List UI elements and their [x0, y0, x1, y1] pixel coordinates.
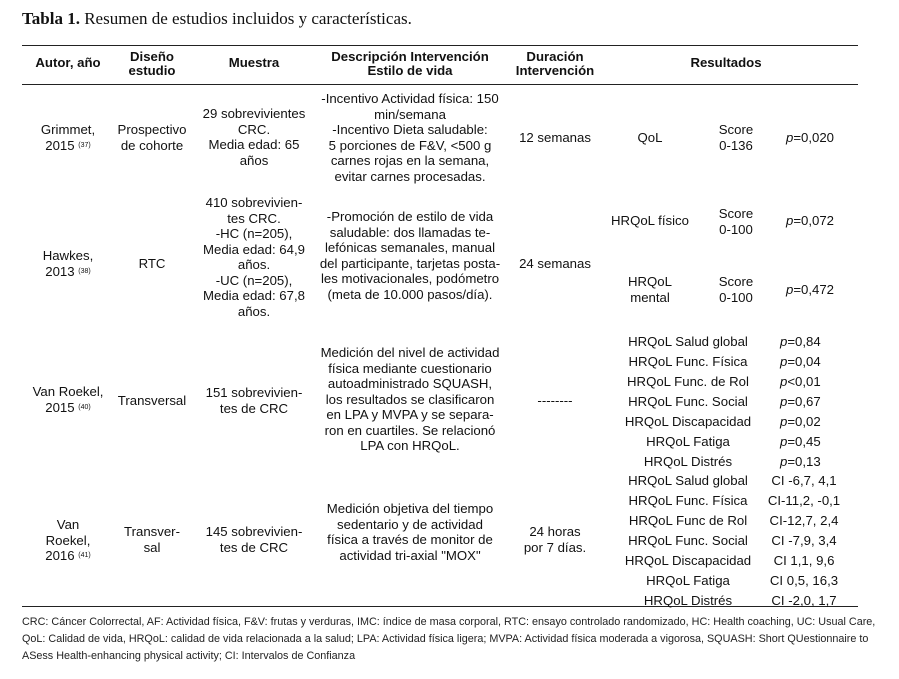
row2-author-ref: (38)	[78, 267, 91, 275]
result-ci: CI 0,5, 16,3	[769, 573, 839, 588]
result-outcome: HRQoL Discapacidad	[624, 414, 752, 429]
result-p-label: p	[780, 414, 788, 429]
result-outcome: HRQoL Fatiga	[646, 434, 730, 449]
result-p-value: =0,84	[787, 334, 821, 349]
result-p-label: p	[780, 454, 788, 469]
row2-author-name: Hawkes, 2013	[42, 248, 94, 279]
header-sample: Muestra	[228, 55, 280, 70]
row4-sample: 145 sobrevivien- tes de CRC	[205, 524, 303, 555]
row2-author	[22, 248, 114, 279]
result-outcome: HRQoL Func. de Rol	[627, 374, 749, 389]
result-outcome: HRQoL Func. Social	[628, 533, 748, 548]
result-pvalue	[780, 354, 840, 369]
result-outcome: HRQoL Func. Social	[628, 394, 748, 409]
result-ci: CI -2,0, 1,7	[771, 593, 837, 608]
header-duration: Duración Intervención	[515, 49, 595, 78]
table-title-label: Tabla 1.	[22, 9, 80, 28]
result-p-label: p	[780, 354, 788, 369]
row3-duration: --------	[537, 393, 573, 408]
row4-author-ref: (41)	[78, 552, 91, 559]
result-pvalue	[780, 414, 840, 429]
row1-score: Score 0-136	[718, 122, 754, 153]
result-ci: CI 1,1, 9,6	[773, 553, 835, 568]
result-p-value: =0,45	[787, 434, 821, 449]
table-title-text: Resumen de estudios incluidos y características.	[79, 9, 412, 28]
result-outcome: HRQoL Salud global	[628, 473, 748, 488]
row3-author	[22, 384, 114, 415]
row4-duration: 24 horas por 7 días.	[523, 524, 587, 555]
result-outcome: HRQoL Func. Física	[628, 493, 748, 508]
row3-sample: 151 sobrevivien- tes de CRC	[205, 385, 303, 416]
table-title	[22, 9, 412, 29]
result-outcome: HRQoL Distrés	[643, 593, 733, 608]
result-outcome: HRQoL Discapacidad	[624, 553, 752, 568]
row1-outcome: QoL	[637, 130, 663, 145]
result-pvalue	[780, 434, 840, 449]
row1-duration: 12 semanas	[519, 130, 591, 145]
result-p-value: =0,67	[787, 394, 821, 409]
row2-pvalue-1	[770, 213, 850, 229]
result-ci: CI-11,2, -0,1	[767, 493, 841, 508]
row1-author-name: Grimmet, 2015	[40, 122, 96, 153]
result-outcome: HRQoL Fatiga	[646, 573, 730, 588]
rule-header	[22, 84, 858, 85]
result-p-value: =0,13	[787, 454, 821, 469]
row2-p-value-2: =0,472	[793, 282, 835, 297]
result-pvalue	[780, 394, 840, 409]
row1-author	[22, 122, 114, 153]
result-pvalue	[780, 334, 840, 349]
row2-p-label-2: p	[785, 282, 794, 297]
result-outcome: HRQoL Salud global	[628, 334, 748, 349]
result-outcome: HRQoL Func de Rol	[628, 513, 748, 528]
row1-description: -Incentivo Actividad física: 150 min/semana -Incentivo Dieta saludable: 5 porciones de F&V, <500 g carnes rojas en la semana, evitar carnes procesadas.	[321, 91, 499, 184]
result-p-label: p	[780, 434, 788, 449]
result-ci: CI -7,9, 3,4	[771, 533, 837, 548]
result-outcome: HRQoL Distrés	[643, 454, 733, 469]
result-p-value: =0,04	[787, 354, 821, 369]
row4-author-name: Van Roekel, 2016	[45, 517, 91, 563]
row2-description: -Promoción de estilo de vida saludable: dos llamadas te- lefónicas semanales, manual del participante, tarjetas posta- les motivacionales, podómetro (meta de 10.000 pasos/día).	[319, 209, 501, 302]
row2-score-1: Score 0-100	[718, 206, 754, 237]
row1-p-value: =0,020	[793, 130, 835, 145]
row3-description: Medición del nivel de actividad física mediante cuestionario autoadministrado SQUASH, los resultados se clasificaron en LPA y MVPA y se separa- ron en cuartiles. Se relacionó LPA con HRQoL.	[320, 345, 500, 453]
row4-design: Transver- sal	[124, 524, 180, 555]
row3-author-name: Van Roekel, 2015	[32, 384, 104, 415]
row2-sample: 410 sobrevivien- tes CRC. -HC (n=205), Media edad: 64,9 años. -UC (n=205), Media edad: 67,8 años.	[203, 195, 305, 319]
result-ci: CI -6,7, 4,1	[771, 473, 837, 488]
result-ci: CI-12,7, 2,4	[769, 513, 839, 528]
row4-author	[22, 517, 114, 564]
row1-pvalue	[770, 130, 850, 146]
result-p-label: p	[780, 374, 788, 389]
row2-outcome-1: HRQoL físico	[611, 213, 689, 228]
result-pvalue	[780, 454, 840, 469]
row1-design: Prospectivo de cohorte	[117, 122, 187, 153]
header-description: Descripción Intervención Estilo de vida	[331, 49, 489, 78]
header-author: Autor, año	[35, 55, 101, 70]
header-design: Diseño estudio	[128, 49, 176, 78]
row1-p-label: p	[785, 130, 794, 145]
result-p-label: p	[780, 394, 788, 409]
row2-score-2: Score 0-100	[718, 274, 754, 305]
row3-author-ref: (40)	[78, 403, 91, 411]
table-footnote: CRC: Cáncer Colorrectal, AF: Actividad física, F&V: frutas y verduras, IMC: índice de masa corporal, RTC: ensayo controlado randomizado, HC: Health coaching, UC: Usual Care, QoL: Calidad de vida, HRQoL: calidad de vida relacionada a la salud; LPA: Actividad física ligera; MVPA: Actividad física moderada a vigorosa, SQUASH: Short QUestionnaire to ASess Health-enhancing physical activity; CI: Intervalos de Confianza	[22, 616, 876, 662]
row2-p-label-1: p	[785, 213, 794, 228]
row1-author-ref: (37)	[78, 141, 91, 149]
row2-p-value-1: =0,072	[793, 213, 835, 228]
result-pvalue	[780, 374, 840, 389]
row2-duration: 24 semanas	[519, 256, 591, 271]
result-p-label: p	[780, 334, 788, 349]
header-results: Resultados	[690, 55, 762, 70]
row4-description: Medición objetiva del tiempo sedentario y de actividad física a través de monitor de actividad tri-axial "MOX"	[326, 501, 494, 563]
row2-outcome-2: HRQoL mental	[628, 274, 672, 305]
row2-pvalue-2	[770, 282, 850, 298]
row2-design: RTC	[138, 256, 166, 271]
result-p-value: <0,01	[787, 374, 821, 389]
result-outcome: HRQoL Func. Física	[628, 354, 748, 369]
rule-top	[22, 45, 858, 46]
row1-sample: 29 sobrevivientes CRC. Media edad: 65 años	[202, 106, 306, 168]
row3-design: Transversal	[117, 393, 187, 408]
result-p-value: =0,02	[787, 414, 821, 429]
